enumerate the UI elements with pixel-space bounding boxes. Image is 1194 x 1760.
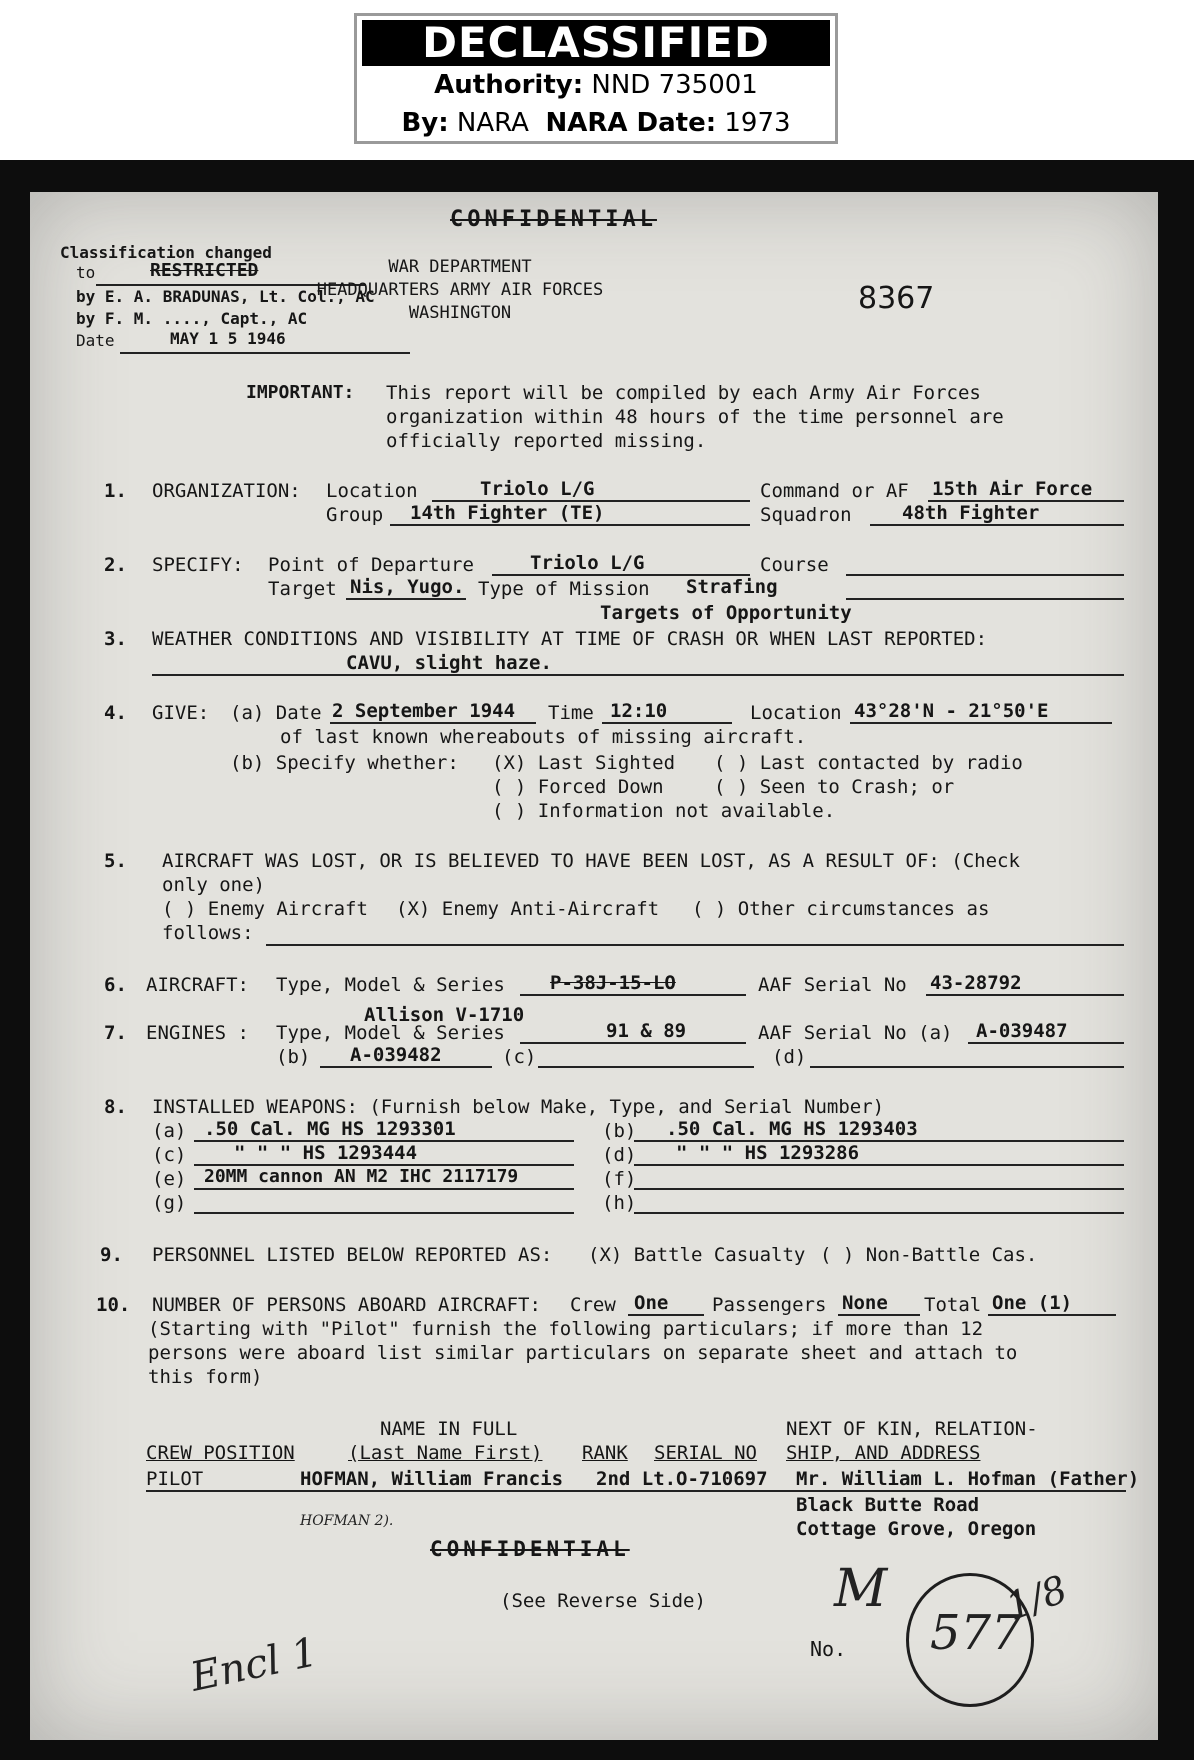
mission-value: Strafing bbox=[686, 576, 778, 598]
weapon-e-value: 20MM cannon AN M2 IHC 2117179 bbox=[204, 1166, 519, 1187]
follows-label: follows: bbox=[162, 922, 254, 944]
engine-serial-label: AAF Serial No (a) bbox=[758, 1022, 953, 1044]
time-label: Time bbox=[548, 702, 594, 724]
weapon-a-label: (a) bbox=[152, 1120, 187, 1142]
item10-note-2: persons were aboard list similar particulars on separate sheet and attach to bbox=[148, 1342, 1018, 1364]
item4-number: 4. bbox=[104, 702, 127, 724]
target-value: Nis, Yugo. bbox=[350, 576, 465, 598]
report-number: 8367 bbox=[858, 281, 935, 316]
weapon-e-label: (e) bbox=[152, 1168, 187, 1190]
weapon-g-label: (g) bbox=[152, 1192, 187, 1214]
option-last-sighted: (X) Last Sighted bbox=[492, 752, 676, 774]
option-seen-to-crash: ( ) Seen to Crash; or bbox=[714, 776, 955, 798]
see-reverse-side: (See Reverse Side) bbox=[500, 1590, 706, 1612]
classification-date-value: MAY 1 5 1946 bbox=[170, 329, 286, 348]
date-value: 2 September 1944 bbox=[332, 700, 516, 722]
classification-stamp-top: CONFIDENTIAL bbox=[450, 207, 657, 232]
mission-value-2: Targets of Opportunity bbox=[600, 602, 852, 624]
mac-number: 577 bbox=[930, 1605, 1022, 1661]
handwritten-note-hofman: HOFMAN 2). bbox=[300, 1513, 394, 1529]
item10-label: NUMBER OF PERSONS ABOARD AIRCRAFT: bbox=[152, 1294, 541, 1316]
classification-date-label: Date bbox=[76, 331, 115, 350]
important-line-1: This report will be compiled by each Army Air Forces bbox=[386, 382, 981, 404]
banner-title: DECLASSIFIED bbox=[362, 20, 830, 66]
total-value: One (1) bbox=[992, 1292, 1073, 1314]
dept-line-2: HEADQUARTERS ARMY AIR FORCES bbox=[316, 280, 604, 300]
engine-model-label: Type, Model & Series bbox=[276, 1022, 505, 1044]
by-label: By: bbox=[401, 108, 449, 138]
item5-label: AIRCRAFT WAS LOST, OR IS BELIEVED TO HAVE BEEN LOST, AS A RESULT OF: (Check bbox=[162, 850, 1020, 872]
important-label: IMPORTANT: bbox=[246, 382, 355, 403]
weapon-f-label: (f) bbox=[602, 1168, 637, 1190]
classification-changed: Classification changed bbox=[60, 243, 272, 262]
course-label: Course bbox=[760, 554, 829, 576]
location-label: Location bbox=[750, 702, 842, 724]
org-command-label: Command or AF bbox=[760, 480, 909, 502]
item6-label: AIRCRAFT: bbox=[146, 974, 249, 996]
weapon-d-label: (d) bbox=[602, 1144, 637, 1166]
option-info-not-available: ( ) Information not available. bbox=[492, 800, 836, 822]
date-label: (a) Date bbox=[230, 702, 322, 724]
item8-label: INSTALLED WEAPONS: (Furnish below Make, Type, and Serial Number) bbox=[152, 1096, 885, 1118]
crew-value: One bbox=[634, 1292, 669, 1314]
weapon-b-value: .50 Cal. MG HS 1293403 bbox=[666, 1118, 918, 1140]
engine-serial-a: A-039487 bbox=[976, 1020, 1068, 1042]
row-next-of-kin: Mr. William L. Hofman (Father) bbox=[796, 1468, 1140, 1490]
authority-label: Authority: bbox=[434, 70, 584, 100]
document-page bbox=[30, 192, 1158, 1740]
col-rank: RANK bbox=[582, 1442, 628, 1464]
aircraft-serial-label: AAF Serial No bbox=[758, 974, 907, 996]
banner-authority bbox=[357, 70, 835, 100]
aircraft-model-value: P-38J-15-LO bbox=[550, 972, 676, 994]
col-crew-position: CREW POSITION bbox=[146, 1442, 295, 1464]
engine-b-label: (b) bbox=[276, 1046, 311, 1068]
dept-line-1: WAR DEPARTMENT bbox=[388, 257, 532, 277]
option-last-contacted-radio: ( ) Last contacted by radio bbox=[714, 752, 1023, 774]
row-address-2: Cottage Grove, Oregon bbox=[796, 1518, 1037, 1540]
item7-label: ENGINES : bbox=[146, 1022, 249, 1044]
handwritten-enclosure: Encl 1 bbox=[186, 1629, 322, 1701]
authority-value: NND 735001 bbox=[591, 70, 758, 100]
weapon-c-value: " " " HS 1293444 bbox=[234, 1142, 418, 1164]
option-battle-casualty: (X) Battle Casualty bbox=[588, 1244, 806, 1266]
item1-number: 1. bbox=[104, 480, 127, 502]
by-value: NARA bbox=[456, 108, 529, 138]
no-label: No. bbox=[810, 1637, 847, 1661]
location-value: 43°28'N - 21°50'E bbox=[854, 700, 1049, 722]
dept-line-3: WASHINGTON bbox=[408, 303, 512, 323]
org-location-value: Triolo L/G bbox=[480, 478, 595, 500]
row-name: HOFMAN, William Francis bbox=[300, 1468, 564, 1490]
crew-label: Crew bbox=[570, 1294, 616, 1316]
departure-value: Triolo L/G bbox=[530, 552, 645, 574]
col-serial-no: SERIAL NO bbox=[654, 1442, 757, 1464]
item9-label: PERSONNEL LISTED BELOW REPORTED AS: bbox=[152, 1244, 553, 1266]
item10-number: 10. bbox=[96, 1294, 131, 1316]
engine-c-label: (c) bbox=[502, 1046, 537, 1068]
target-label: Target bbox=[268, 578, 337, 600]
item2-number: 2. bbox=[104, 554, 127, 576]
handwritten-fraction: 1/8 bbox=[1000, 1566, 1073, 1630]
col-name-heading: NAME IN FULL bbox=[380, 1418, 518, 1440]
item1-label: ORGANIZATION: bbox=[152, 480, 301, 502]
time-value: 12:10 bbox=[610, 700, 668, 722]
org-location-label: Location bbox=[326, 480, 418, 502]
option-enemy-anti-aircraft: (X) Enemy Anti-Aircraft bbox=[396, 898, 660, 920]
aircraft-model-label: Type, Model & Series bbox=[276, 974, 505, 996]
nara-date-value: 1973 bbox=[724, 108, 791, 138]
engine-d-label: (d) bbox=[772, 1046, 807, 1068]
option-other-circumstances: ( ) Other circumstances as bbox=[692, 898, 990, 920]
passengers-value: None bbox=[842, 1292, 888, 1314]
row-rank: 2nd Lt. bbox=[596, 1468, 677, 1490]
handwritten-m: M bbox=[834, 1559, 888, 1619]
item6-number: 6. bbox=[104, 974, 127, 996]
org-command-value: 15th Air Force bbox=[932, 478, 1093, 500]
item3-number: 3. bbox=[104, 628, 127, 650]
important-line-2: organization within 48 hours of the time personnel are bbox=[386, 406, 1004, 428]
aircraft-serial-value: 43-28792 bbox=[930, 972, 1022, 994]
classification-to-label: to bbox=[76, 263, 96, 282]
banner-by bbox=[357, 108, 835, 138]
col-kin-heading-2: SHIP, AND ADDRESS bbox=[786, 1442, 981, 1464]
engine-model-value: 91 & 89 bbox=[606, 1020, 687, 1042]
declassification-banner bbox=[354, 13, 838, 144]
weather-value: CAVU, slight haze. bbox=[346, 652, 552, 674]
engine-serial-b: A-039482 bbox=[350, 1044, 442, 1066]
item4-label: GIVE: bbox=[152, 702, 210, 724]
item7-number: 7. bbox=[104, 1022, 127, 1044]
total-label: Total bbox=[924, 1294, 982, 1316]
weapon-b-label: (b) bbox=[602, 1120, 637, 1142]
classification-by-1: by E. A. BRADUNAS, Lt. Col., AC bbox=[76, 287, 375, 306]
item8-number: 8. bbox=[104, 1096, 127, 1118]
col-kin-heading-1: NEXT OF KIN, RELATION- bbox=[786, 1418, 1038, 1440]
col-name-heading-2: (Last Name First) bbox=[348, 1442, 543, 1464]
classification-to-value: RESTRICTED bbox=[150, 260, 259, 281]
item5-number: 5. bbox=[104, 850, 127, 872]
mission-label: Type of Mission bbox=[478, 578, 650, 600]
weapon-a-value: .50 Cal. MG HS 1293301 bbox=[204, 1118, 456, 1140]
item10-note-3: this form) bbox=[148, 1366, 263, 1388]
classification-by-2: by F. M. ...., Capt., AC bbox=[76, 309, 308, 328]
row-serial: O-710697 bbox=[676, 1468, 768, 1490]
option-enemy-aircraft: ( ) Enemy Aircraft bbox=[162, 898, 368, 920]
option-non-battle: ( ) Non-Battle Cas. bbox=[820, 1244, 1038, 1266]
nara-date-label: NARA Date: bbox=[545, 108, 717, 138]
org-squadron-label: Squadron bbox=[760, 504, 852, 526]
row-crew-position: PILOT bbox=[146, 1468, 204, 1490]
item3-label: WEATHER CONDITIONS AND VISIBILITY AT TIME OF CRASH OR WHEN LAST REPORTED: bbox=[152, 628, 988, 650]
weapon-h-label: (h) bbox=[602, 1192, 637, 1214]
item5-label-2: only one) bbox=[162, 874, 265, 896]
weapon-d-value: " " " HS 1293286 bbox=[676, 1142, 860, 1164]
item10-note-1: (Starting with "Pilot" furnish the following particulars; if more than 12 bbox=[148, 1318, 984, 1340]
item2-label: SPECIFY: bbox=[152, 554, 244, 576]
engine-model-above: Allison V-1710 bbox=[364, 1004, 525, 1026]
row-address-1: Black Butte Road bbox=[796, 1494, 980, 1516]
org-group-label: Group bbox=[326, 504, 384, 526]
option-forced-down: ( ) Forced Down bbox=[492, 776, 664, 798]
specify-whether-label: (b) Specify whether: bbox=[230, 752, 459, 774]
passengers-label: Passengers bbox=[712, 1294, 827, 1316]
important-line-3: officially reported missing. bbox=[386, 430, 707, 452]
item9-number: 9. bbox=[100, 1244, 123, 1266]
whereabouts-text: of last known whereabouts of missing aircraft. bbox=[280, 726, 807, 748]
departure-label: Point of Departure bbox=[268, 554, 474, 576]
org-group-value: 14th Fighter (TE) bbox=[410, 502, 605, 524]
org-squadron-value: 48th Fighter bbox=[902, 502, 1040, 524]
weapon-c-label: (c) bbox=[152, 1144, 187, 1166]
classification-stamp-bottom: CONFIDENTIAL bbox=[430, 1537, 630, 1561]
